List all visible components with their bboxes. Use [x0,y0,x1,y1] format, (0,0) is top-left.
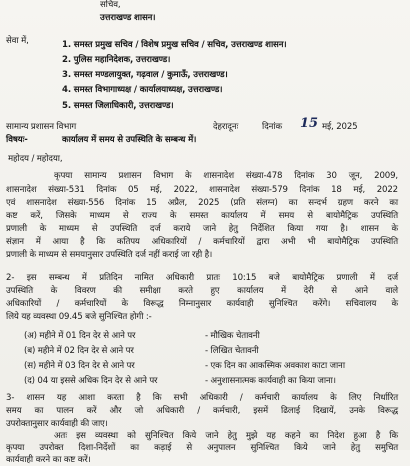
para3-line: 3- शासन यह आशा करता है कि सभी अधिकारी / कर्मचारी कार्यालय के लिए निर्धारित [6,393,398,403]
para1-line: प्रणाली के माध्यम से उपस्थिति दर्ज कराये जाने हेतु निर्देशित किया गया है। शासन के [6,224,398,234]
rule-condition: (द) 04 या इससे अधिक दिन देर से आने पर [24,376,158,386]
handwritten-day: 15 [300,116,319,131]
subject-text: कार्यालय में समय से उपस्थिति के सम्बन्ध में। [62,135,197,145]
addressee-item: 3. समस्त मण्डलायुक्त, गढ़वाल / कुमाऊँ, उत्तराखण्ड। [62,70,228,80]
para1-line: संज्ञान में आया है कि कतिपय अधिकारियों / कर्मचारियों द्वारा अभी भी बायोमैट्रिक उपस्थिति [6,237,398,247]
date-prefix: दिनांक [262,122,282,132]
para3-line: समय का पालन करें और जो अधिकारी / कर्मचारी, इसमें ढिलाई दिखायें, उनके विरूद्ध [6,406,398,416]
para2-line: अधिकारियों / कर्मचारियों के विरूद्ध निम्नानुसार कार्यवाही सुनिश्चित करेंगे। सचिवालय के [6,299,398,309]
rule-condition: (ब) महीने में 02 दिन देर से आने पर [24,346,134,356]
sender-title: सचिव, [100,0,121,10]
para2-line: उपस्थिति के विवरण की समीक्षा करते हुए कार्यालय में देरी से आने वाले [6,286,398,296]
subject-label: विषयः- [6,135,28,145]
addressee-item: 5. समस्त जिलाधिकारी, उत्तराखण्ड। [62,101,174,111]
place: देहरादूनः [213,122,239,132]
rule-condition: (अ) महीने में 01 दिन देर से आने पर [24,331,136,341]
addressee-intro: सेवा में, [6,36,29,46]
addressee-item: 2. पुलिस महानिदेशक, उत्तराखण्ड। [62,55,171,65]
rule-action: - लिखित चेतावनी [205,346,259,356]
rule-condition: (स) महीने में 03 दिन देर से आने पर [24,361,135,371]
para1-line: कृपया सामान्य प्रशासन विभाग के शासनादेश संख्या-478 दिनांक 30 जून, 2009, [54,171,398,181]
para4-line: कृपया उपरोक्त दिशा-निर्देशों का कड़ाई से अनुपालन सुनिश्चित किये जाने हेतु समुचित [6,443,398,453]
month-year: मई, 2025 [322,122,358,132]
para2-line: 2- इस सम्बन्ध में प्रतिदिन नामित अधिकारी प्रातः 10:15 बजे बायोमैट्रिक प्रणाली में दर्ज [6,273,398,283]
para1-line: कष्ट करें, जिसके माध्यम से राज्य के समस्त कार्यालय में समय से बायोमैट्रिक उपस्थिति [6,211,398,221]
para1-line: प्रणाली के माध्यम से समयानुसार उपस्थिति दर्ज नहीं कराई जा रही है। [6,250,213,260]
para3-line: उपरोक्तानुसार कार्यवाही की जाए। [6,419,108,429]
addressee-item: 4. समस्त विभागाध्यक्ष / कार्यालयाध्यक्ष, उत्तराखण्ड। [62,85,223,95]
para4-line: अतः इस व्यवस्था को सुनिश्चित किये जाने हेतु मुझे यह कहने का निदेश हुआ है कि [54,431,398,441]
addressee-item: 1. समस्त प्रमुख सचिव / विशेष प्रमुख सचिव / सचिव, उत्तराखण्ड शासन। [62,40,287,50]
rule-action: - अनुशासनात्मक कार्यवाही का किया जाना। [205,376,336,386]
salutation: महोदय / महोदया, [8,154,63,164]
para2-line: लिये यह व्यवस्था 09.45 बजे सुनिश्चित होगी :- [6,312,152,322]
department: सामान्य प्रशासन विभाग [6,122,77,132]
rule-action: - मौखिक चेतावनी [205,331,260,341]
para4-line: कार्यवाही करने का कष्ट करें। [6,455,91,465]
sender-office: उत्तराखण्ड शासन। [100,13,156,23]
para1-line: एवं शासनादेश संख्या-556 दिनांक 15 अप्रैल, 2025 (प्रति संलग्न) का सन्दर्भ ग्रहण करने का [6,198,398,208]
rule-action: - एक दिन का आकस्मिक अवकाश काटा जाना [205,361,345,371]
para1-line: शासनादेश संख्या-531 दिनांक 05 मई, 2022, शासनादेश संख्या-579 दिनांक 18 मई, 2022 [6,185,398,195]
